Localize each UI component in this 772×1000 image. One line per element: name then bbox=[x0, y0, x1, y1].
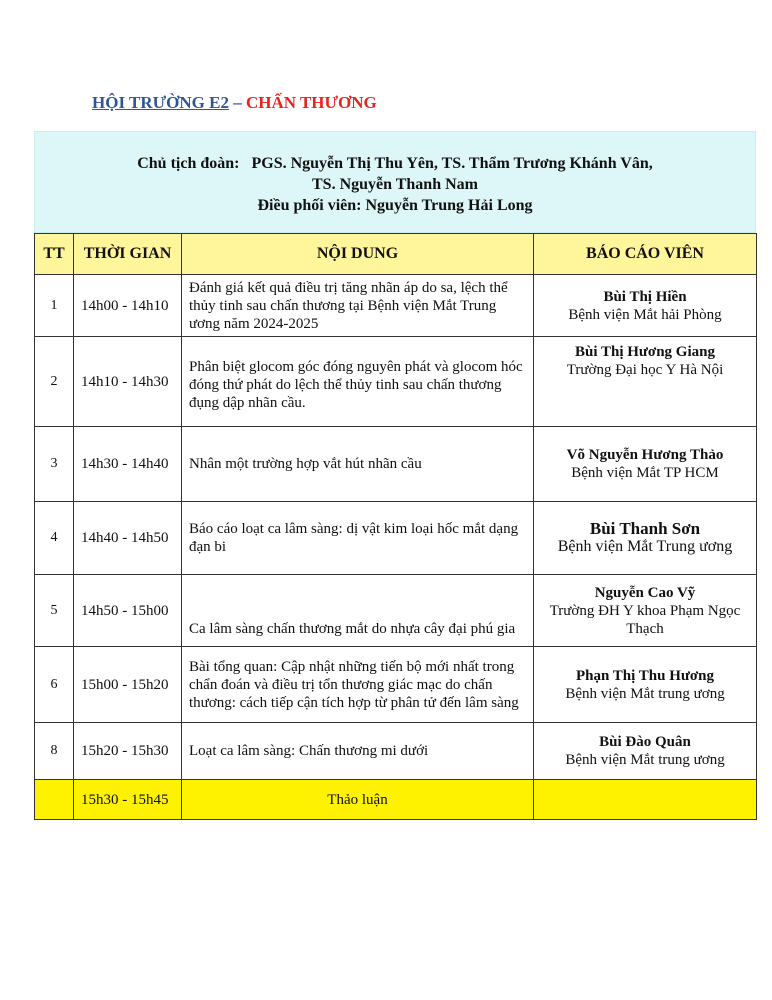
row-number bbox=[35, 780, 74, 820]
speaker-affiliation: Trường ĐH Y khoa Phạm Ngọc Thạch bbox=[549, 602, 741, 637]
row-time: 14h40 - 14h50 bbox=[74, 502, 182, 575]
chair-line-2: TS. Nguyễn Thanh Nam bbox=[312, 176, 478, 193]
speaker-name: Bùi Thị Hương Giang bbox=[574, 344, 715, 360]
row-time: 14h50 - 15h00 bbox=[74, 575, 182, 647]
table-row bbox=[35, 575, 757, 647]
row-time: 14h10 - 14h30 bbox=[74, 337, 182, 427]
session-topic: CHẤN THƯƠNG bbox=[245, 93, 377, 112]
col-header-content: NỘI DUNG bbox=[182, 234, 534, 275]
program-table bbox=[34, 233, 757, 820]
table-row bbox=[35, 723, 757, 780]
table-row bbox=[35, 275, 757, 337]
row-speaker bbox=[534, 275, 757, 337]
row-content: Nhân một trường hợp vắt hút nhãn cầu bbox=[182, 427, 534, 502]
row-content: Bài tổng quan: Cập nhật những tiến bộ mới nhất trong chẩn đoán và điều trị tổn thương giác mạc do chấn thương: cách tiếp cận tích hợp từ phân tử đến lâm sàng bbox=[182, 647, 534, 723]
speaker-affiliation: Bệnh viện Mắt Trung ương bbox=[557, 538, 733, 555]
col-header-time: THỜI GIAN bbox=[74, 234, 182, 275]
row-content: Báo cáo loạt ca lâm sàng: dị vật kim loại hốc mắt dạng đạn bi bbox=[182, 502, 534, 575]
speaker-name: Võ Nguyễn Hương Thảo bbox=[566, 447, 724, 463]
row-number: 5 bbox=[35, 575, 74, 647]
table-row bbox=[35, 647, 757, 723]
coordinator-line: Điều phối viên: Nguyễn Trung Hải Long bbox=[257, 197, 533, 214]
table-row bbox=[35, 427, 757, 502]
row-content: Phân biệt glocom góc đóng nguyên phát và glocom hóc đóng thứ phát do lệch thể thủy tinh sau chấn thương đụng dập nhãn cầu. bbox=[182, 337, 534, 427]
row-speaker bbox=[534, 337, 757, 427]
speaker-name: Bùi Đào Quân bbox=[599, 734, 691, 750]
row-number: 3 bbox=[35, 427, 74, 502]
table-header-row bbox=[35, 234, 757, 275]
row-time: 15h20 - 15h30 bbox=[74, 723, 182, 780]
speaker-name: Bùi Thanh Sơn bbox=[589, 519, 701, 538]
row-number: 4 bbox=[35, 502, 74, 575]
speaker-affiliation: Bệnh viện Mắt hải Phòng bbox=[568, 306, 722, 323]
row-speaker bbox=[534, 502, 757, 575]
speaker-name: Nguyễn Cao Vỹ bbox=[594, 584, 696, 601]
table-row bbox=[35, 502, 757, 575]
row-speaker bbox=[534, 427, 757, 502]
title-separator: – bbox=[228, 93, 246, 112]
discussion-label: Thảo luận bbox=[182, 780, 534, 820]
hall-name: HỘI TRƯỜNG E2 bbox=[92, 93, 229, 112]
table-row bbox=[35, 337, 757, 427]
row-time: 15h30 - 15h45 bbox=[74, 780, 182, 820]
row-content: Đánh giá kết quả điều trị tăng nhãn áp do sa, lệch thể thủy tinh sau chấn thương tại Bệnh viện Mắt Trung ương năm 2024-2025 bbox=[182, 275, 534, 337]
speaker-affiliation: Bệnh viện Mắt TP HCM bbox=[571, 465, 719, 481]
speaker-name: Bùi Thị Hiền bbox=[603, 288, 687, 305]
row-speaker bbox=[534, 575, 757, 647]
row-speaker bbox=[534, 723, 757, 780]
row-content: Loạt ca lâm sàng: Chấn thương mi dưới bbox=[182, 723, 534, 780]
row-time: 14h30 - 14h40 bbox=[74, 427, 182, 502]
row-number: 2 bbox=[35, 337, 74, 427]
speaker-affiliation: Bệnh viện Mắt trung ương bbox=[565, 685, 725, 702]
speaker-affiliation: Bệnh viện Mắt trung ương bbox=[565, 752, 725, 768]
session-title bbox=[92, 93, 377, 113]
row-content: Ca lâm sàng chấn thương mắt do nhựa cây đại phú gia bbox=[182, 575, 534, 647]
speaker-name: Phạn Thị Thu Hương bbox=[575, 667, 715, 684]
chair-panel bbox=[34, 131, 756, 233]
row-number: 6 bbox=[35, 647, 74, 723]
row-number: 8 bbox=[35, 723, 74, 780]
row-time: 15h00 - 15h20 bbox=[74, 647, 182, 723]
row-number: 1 bbox=[35, 275, 74, 337]
discussion-row bbox=[35, 780, 757, 820]
col-header-tt: TT bbox=[35, 234, 74, 275]
row-speaker bbox=[534, 780, 757, 820]
col-header-speaker: BÁO CÁO VIÊN bbox=[534, 234, 757, 275]
row-time: 14h00 - 14h10 bbox=[74, 275, 182, 337]
speaker-affiliation: Trường Đại học Y Hà Nội bbox=[566, 362, 724, 378]
row-speaker bbox=[534, 647, 757, 723]
chair-line-1: Chủ tịch đoàn: PGS. Nguyễn Thị Thu Yên, TS. Thẩm Trương Khánh Vân, bbox=[137, 155, 653, 172]
